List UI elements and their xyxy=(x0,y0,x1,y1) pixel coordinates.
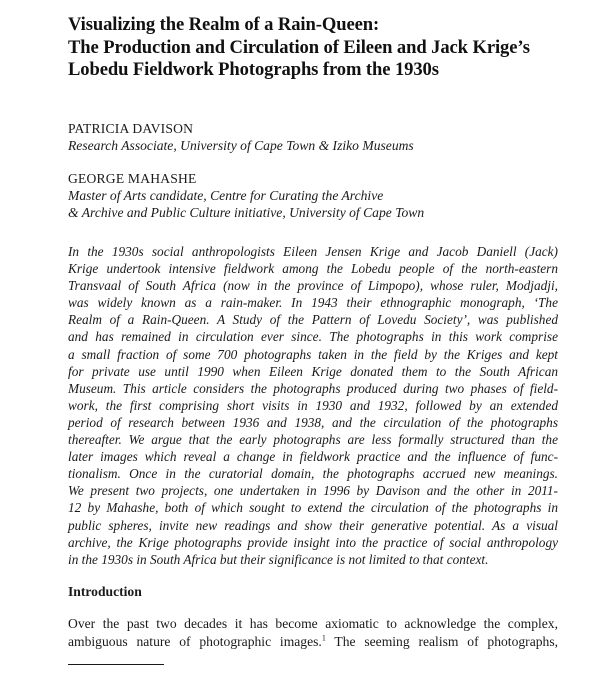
section-heading: Introduction xyxy=(68,584,142,599)
abstract-line: In the 1930s social anthropologists Eileen Jensen Krige and Jacob Daniell (Jack) xyxy=(68,244,558,259)
author-name: PATRICIA DAVISON xyxy=(68,121,194,136)
abstract-line: work, the first comprising short visits in 1930 and 1932, followed by an extended xyxy=(68,397,558,413)
abstract-line: public spheres, invite new readings and show their generative potential. As a visual xyxy=(68,517,558,533)
abstract-line: Krige undertook intensive fieldwork among the Lobedu people of the north-eastern xyxy=(68,261,558,277)
footnote-divider xyxy=(68,664,164,665)
abstract-line: tionalism. Once in the curatorial domain, the photographs accrued new meanings. xyxy=(68,466,558,482)
body-paragraph xyxy=(68,615,558,651)
title-line-2: The Production and Circulation of Eileen and Jack Krige’s xyxy=(68,36,530,58)
abstract-line: 12 by Mahashe, both of which sought to extend the circulation of the photographs in xyxy=(68,500,558,516)
abstract-line: a small fraction of some 700 photographs taken in the field by the Kriges and kept xyxy=(68,346,558,362)
abstract-line: in the 1930s in South Africa but their significance is not limited to that context. xyxy=(68,551,489,567)
abstract-line: was widely known as a rain-maker. In 1943 their ethnographic monograph, ‘The xyxy=(68,295,558,311)
article-title xyxy=(68,14,548,82)
abstract-line: later images which reveal a change in fieldwork practice and the influence of func- xyxy=(68,449,558,465)
author-affiliation: Master of Arts candidate, Centre for Curating the Archive xyxy=(68,188,384,203)
body-line xyxy=(68,633,558,651)
title-line-3: Lobedu Fieldwork Photographs from the 1930s xyxy=(68,59,439,80)
title-line-1: Visualizing the Realm of a Rain-Queen: xyxy=(68,14,380,35)
footnote-marker[interactable]: 1 xyxy=(321,633,326,643)
abstract xyxy=(68,243,558,568)
author-affiliation: & Archive and Public Culture initiative, University of Cape Town xyxy=(68,205,425,220)
abstract-line: Museum. This article considers the photographs produced during two phases of field- xyxy=(68,380,558,396)
author-block xyxy=(68,120,538,154)
author-affiliation: Research Associate, University of Cape Town & Iziko Museums xyxy=(68,138,414,153)
abstract-line: We present two projects, one undertaken in 1996 by Davison and the other in 2011- xyxy=(68,483,558,499)
abstract-line: and has remained in circulation ever since. The photographs in this work comprise xyxy=(68,329,558,345)
body-line: Over the past two decades it has become axiomatic to acknowledge the complex, xyxy=(68,616,558,631)
abstract-line: Transvaal of South Africa (now in the province of Limpopo), whose ruler, Modjadji, xyxy=(68,278,558,294)
author-name: GEORGE MAHASHE xyxy=(68,171,197,186)
author-block xyxy=(68,170,538,221)
abstract-line: for private use until 1990 when Eileen Krige donated them to the South African xyxy=(68,363,558,379)
body-text-segment: The seeming realism of photographs, xyxy=(325,634,559,649)
abstract-line: thereafter. We argue that the early photographs are less formally structured than the xyxy=(68,432,558,448)
abstract-line: Realm of a Rain-Queen. A Study of the Pattern of Lovedu Society’, was published xyxy=(68,312,558,328)
abstract-line: period of research between 1936 and 1938, and the circulation of the photographs xyxy=(68,414,558,430)
abstract-line: archive, the Krige photographs provide insight into the practice of social anthropology xyxy=(68,534,558,550)
body-text-segment: ambiguous nature of photographic images. xyxy=(68,634,322,649)
